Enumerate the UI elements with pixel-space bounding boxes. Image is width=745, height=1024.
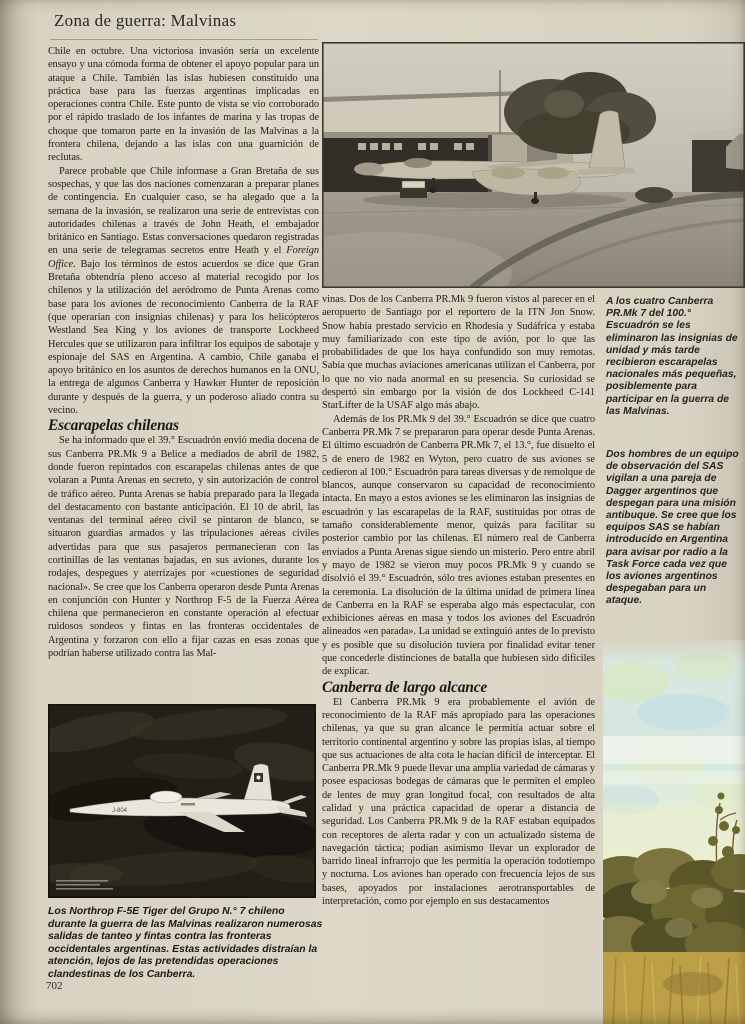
photo-top-fade <box>603 640 745 664</box>
grass-shadow <box>663 972 723 996</box>
section-heading: Escarapelas chilenas <box>48 417 179 435</box>
paragraph <box>48 165 319 418</box>
far-building <box>688 127 745 200</box>
paragraph: Además de los PR.Mk 9 del 39.° Escuadrón se dice que cuatro Canberra PR.Mk 7 se prepararon para operar desde Punta Arenas. El último escuadrón de Canberra PR.Mk 7, el 13.°, fue disuelto el 5 de enero de 1982 en Wyton, pero cuatro de sus aviones se cedieron al 100.° Escuadrón para tareas diversas y de remolque de blancos, aunque conservaron su capacidad de reconocimiento intacta. En mayo a estos aviones se les eliminaron las insignias de escuadrón y las escarapelas de la RAF, sustituidas por otras de tamaño considerablemente menor, quizás para facilitar su posterior cambio por las chilenas. El número real de Canberra enviados a Punta Arenas sigue siendo un misterio. Pero entre abril y mayo de 1982 se vieron muy pocos PR.Mk 9 y cuando se disolvió el 39.° Escuadrón, sólo tres aviones estaban presentes en la ceremonia. La disolución de la última unidad de primera línea de Canberra en la RAF se esperaba algo más espectacular, con exhibiciones aéreas en masa y todos los aviones del Escuadrón alineados «en parada». La unidad se extinguió antes de lo previsto y es posible que su disolución tuviera por finalidad evitar tener que concederle distinciones de batalla que hubiesen sido difíciles de explicar. <box>322 413 595 678</box>
paragraph-text: Parece probable que Chile informase a Gran Bretaña de sus sospechas, y que las dos naciones comenzaran a preparar planes de contingencia. En cualquier caso, se ha alegado que a la semana de la invasión, se realizaron una serie de entrevistas con autoridades chilenas a través de John Heath, el embajador británico en Santiago. Estas conversaciones quedaron registradas en una serie de telegramas secretos entre Heath y el <box>48 165 319 257</box>
italic-term: Foreign Office <box>48 245 319 270</box>
paragraph: Chile en octubre. Una victoriosa invasión sería un excelente ensayo y una cómoda forma de obtener el apoyo popular para un ataque a Chile. También las islas hubiesen constituido una práctica base para las fuerzas argentinas implicadas en operaciones contra Chile. Este punto de vista se vio corroborado por el rápido traslado de los infantes de marina y las tropas de choque que tomaron parte en la invasión de las Malvinas a la frontera chilena, dejando a las islas con una guarnición de reclutas. <box>48 46 319 164</box>
paragraph: El Canberra PR.Mk 9 era probablemente el avión de reconocimiento de la RAF más apropiado para las operaciones chilenas, ya que su gran alcance le permitía actuar sobre el territorio continental argentino y sobre las propias islas, al tiempo que sus actuaciones de alta cota le hacían difícil de interceptar. El Canberra PR.Mk 9 puede llevar una amplia variedad de cámaras y posee espaciosas bodegas de cámaras que le permiten el empleo de lentes de muy gran longitud focal, con resultados de alta calidad y una práctica capacidad de operar a distancia de seguridad. Los Canberra PR.Mk 9 de la RAF estaban equipados con receptores de alerta radar y con un actualizado sistema de navegación táctica; podían asimismo llevar un explorador de barrido lineal infrarrojo que les permitía la operación todotiempo y nocturna. Los aviones han operado con frecuencia lejos de sus bases, apoyados por instalaciones aerotransportables de interpretación, como por ejemplo en sus destacamentos <box>322 696 595 908</box>
page-header: Zona de guerra: Malvinas <box>54 11 237 30</box>
sidebar-note-sas: Dos hombres de un equipo de observación del SAS vigilan a una pareja de Dagger argentinos que despegan para una misión antibuque. Se cree que los equipos SAS se habían introducido en Argentina para avisar por radio a la Task Force cada vez que los aviones argentinos despegaban para un ataque. <box>606 449 739 607</box>
f5-photo-caption: Los Northrop F-5E Tiger del Grupo N.° 7 chileno durante la guerra de las Malvinas realizaron numerosas salidas de tanteo y fintas contra las fronteras occidentales argentinas. Estas actividades distraían la atención, lejos de las pretendidas operaciones clandestinas de los Canberra. <box>48 906 323 980</box>
color-photo-edge <box>603 640 745 1024</box>
canberra-hangar-photo <box>322 42 745 288</box>
paragraph: Se ha informado que el 39.° Escuadrón envió media docena de sus Canberra PR.Mk 9 a Belice a mediados de abril de 1982, donde fueron repintados con escarapelas chilenas antes de que volaran a Punta Arenas en secreto, y sin autorización de control de tráfico aéreo. Punta Arenas se había preparado para la llegada del destacamento con bastante anticipación. El 10 de abril, las ventanas del terminal aéreo civil se pintaron de blanco, se situaron guardias armados y las tripulaciones aéreas civiles advertidas para que sus pasajeros permanecieran con las cortinillas de las ventanas bajadas, en sus aviones, durante los rodajes, despegues y aterrizajes por «cuestiones de seguridad nacional». Se cree que los Canberra operaron desde Punta Arenas en conjunción con Hunter y Northrop F-5 de la Fuerza Aérea chilena que permanecieron en constante operación al efectuar ruidosos sondeos y fintas en las fronteras occidentales de Argentina y forzaron con ello a fijar cazas en esas zonas que podrían haberse utilizado contra las Mal- <box>48 435 319 660</box>
paragraph: vinas. Dos de los Canberra PR.Mk 9 fueron vistos al parecer en el aeropuerto de Santiago por el reportero de la ITN Jon Snow. Snow había prestado servicio en Rhodesia y Sudáfrica y estaba muy familiarizado con este tipo de avión, por lo que las probabilidades de que los haya confundido son muy remotas. Sabía que muchas aviaciones americanas utilizan el Canberra, por lo que no vio nada anormal en su presencia. Su curiosidad se despertó sin embargo por la visión de dos Lockheed C-141 StarLifter de la USAF algo más abajo. <box>322 294 595 412</box>
bushes <box>603 848 745 966</box>
bush <box>635 187 673 203</box>
section-heading: Canberra de largo alcance <box>322 678 488 696</box>
middle-column <box>322 293 595 1015</box>
aircraft-code: J-804 <box>112 808 128 814</box>
header-rule <box>50 39 318 40</box>
f5-tiger-photo <box>48 704 316 898</box>
page-number: 702 <box>46 980 63 992</box>
sidebar-note-canberra: A los cuatro Canberra PR.Mk 7 del 100.° Escuadrón se les eliminaron las insignias de unidad y más tarde recibieron escarapelas nacionales más pequeñas, posiblemente para participar en la guerra de las Malvinas. <box>606 296 738 417</box>
paragraph-text: . Bajo los términos de estos acuerdos se dice que Gran Bretaña obtendría pleno acceso al material recogido por los chilenos y la utilización del aeródromo de Punta Arenas como base para los aviones de reconocimiento Canberra de la RAF (que operarían con insignias chilenas) y para los helicópteros Westland Sea King y los aviones de transporte Lockheed Hercules que se utilizaron para infiltrar los equipos de sabotaje y espionaje del SAS en Argentina. A cambio, Chile ganaba el apoyo británico en los asuntos de derechos humanos en la ONU, la entrega de algunos Canberra y Hawker Hunter de reposición durante y después de la guerra, y un poderoso aliado contra su vecino. <box>48 258 319 417</box>
left-column <box>48 45 319 701</box>
